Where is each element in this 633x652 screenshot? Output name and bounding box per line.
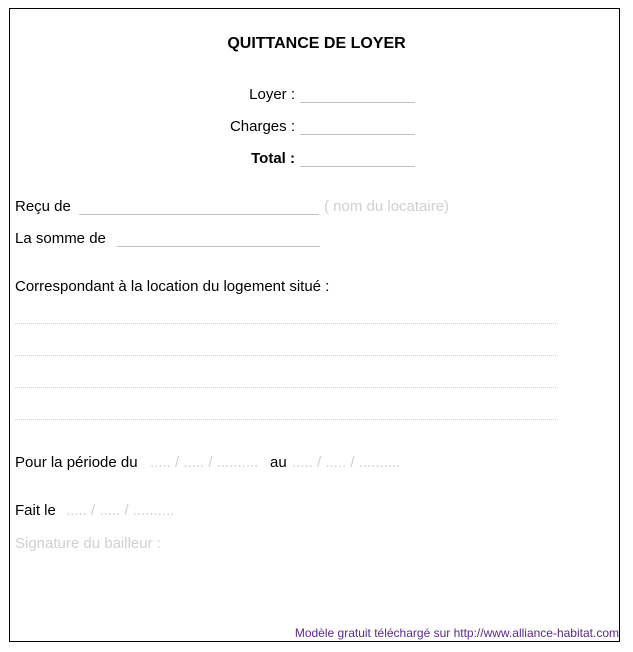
- address-line-2[interactable]: [15, 355, 558, 356]
- total-field[interactable]: [300, 166, 415, 167]
- signature-label: Signature du bailleur :: [15, 535, 161, 552]
- periode-label: Pour la période du: [15, 454, 138, 471]
- periode-start-field[interactable]: ..... / ..... / ..........: [150, 454, 259, 471]
- loyer-field[interactable]: [300, 102, 415, 103]
- recu-field[interactable]: [79, 214, 319, 215]
- periode-au-label: au: [270, 454, 287, 471]
- fait-date-field[interactable]: ..... / ..... / ..........: [66, 502, 175, 519]
- address-line-4[interactable]: [15, 419, 558, 420]
- charges-field[interactable]: [300, 134, 415, 135]
- address-line-3[interactable]: [15, 387, 558, 388]
- somme-label: La somme de: [15, 230, 106, 247]
- location-label: Correspondant à la location du logement situé :: [15, 278, 330, 295]
- address-line-1[interactable]: [15, 323, 558, 324]
- fait-label: Fait le: [15, 502, 56, 519]
- document-title: QUITTANCE DE LOYER: [227, 35, 406, 52]
- charges-label: Charges :: [229, 118, 295, 135]
- somme-field[interactable]: [117, 246, 320, 247]
- recu-label: Reçu de: [15, 198, 71, 215]
- periode-end-field[interactable]: ..... / ..... / ..........: [292, 454, 401, 471]
- total-label: Total :: [251, 150, 295, 167]
- loyer-label: Loyer :: [249, 86, 295, 103]
- recu-hint: ( nom du locataire): [324, 198, 450, 215]
- footer-credit: Modèle gratuit téléchargé sur http://www.alliance-habitat.com: [294, 626, 619, 640]
